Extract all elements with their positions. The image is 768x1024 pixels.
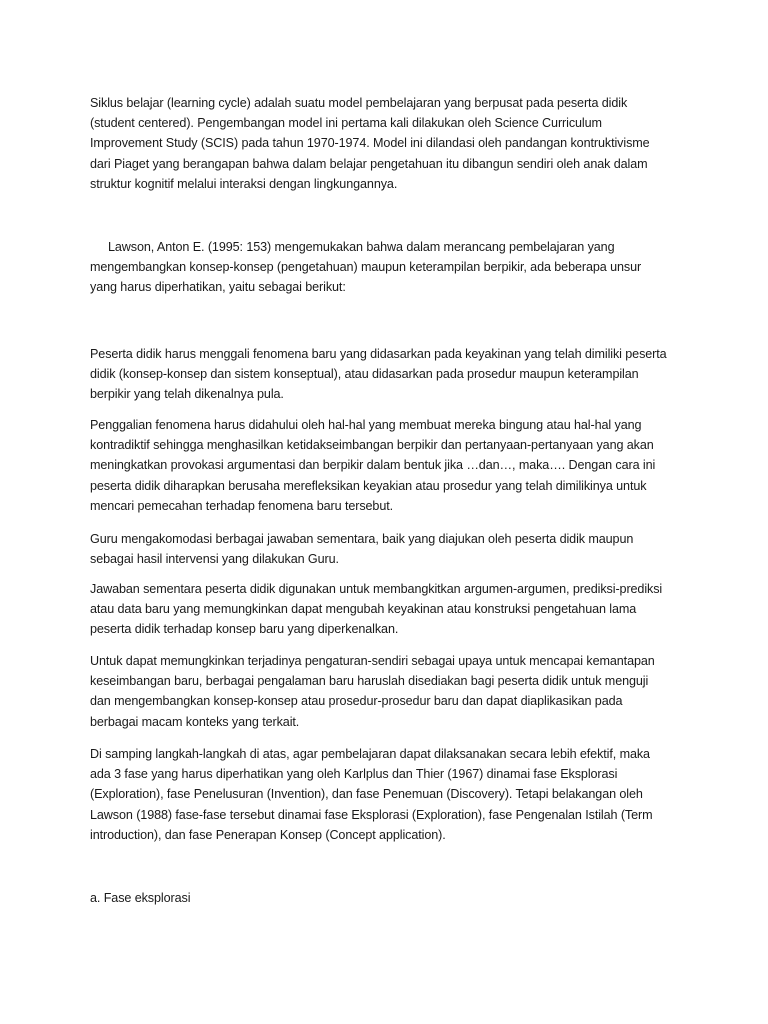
text-line: kontradiktif sehingga menghasilkan ketidakseimbangan berpikir dan pertanyaan-pertanyaan yang akan (90, 438, 654, 453)
text-line: peserta didik diharapkan berusaha merefleksikan keyakian atau prosedur yang telah dimilikinya untuk (90, 478, 647, 493)
text-line: keseimbangan baru, berbagai pengalaman baru haruslah disediakan bagi peserta didik untuk menguji (90, 674, 649, 689)
text-line: Peserta didik harus menggali fenomena baru yang didasarkan pada keyakinan yang telah dimiliki peserta (90, 347, 667, 361)
paragraph-unsur-1 (90, 344, 690, 405)
text-line: didik (konsep-konsep dan sistem konseptual), atau didasarkan pada prosedur maupun keterampilan (90, 367, 639, 382)
paragraph-unsur-5 (90, 651, 690, 732)
text-line: Guru mengakomodasi berbagai jawaban sementara, baik yang diajukan oleh peserta didik maupun (90, 532, 634, 546)
text-line: Lawson (1988) fase-fase tersebut dinamai fase Eksplorasi (Exploration), fase Pengenalan Istilah (Term (90, 807, 653, 822)
section-heading-fase-eksplorasi (90, 888, 690, 908)
text-line: atau data baru yang memungkinkan dapat mengubah keyakinan atau konstruksi pengetahuan lama (90, 602, 637, 617)
paragraph-unsur-3 (90, 529, 690, 569)
text-line: Jawaban sementara peserta didik digunakan untuk membangkitkan argumen-argumen, prediksi-prediksi (90, 582, 663, 596)
text-line: berbagai macam konteks yang terkait. (90, 714, 300, 729)
text-line: berpikir yang telah dikenalnya pula. (90, 387, 284, 402)
text-line: a. Fase eksplorasi (90, 891, 191, 905)
paragraph-lawson-intro (90, 237, 690, 298)
text-line: mengembangkan konsep-konsep (pengetahuan) maupun keterampilan berpikir, ada beberapa unsur (90, 260, 642, 275)
text-line: Penggalian fenomena harus didahului oleh hal-hal yang membuat mereka bingung atau hal-hal yang (90, 418, 642, 432)
text-line: Improvement Study (SCIS) pada tahun 1970-1974. Model ini dilandasi oleh pandangan kontruktivisme (90, 136, 650, 151)
text-line: Di samping langkah-langkah di atas, agar pembelajaran dapat dilaksanakan secara lebih efektif, maka (90, 747, 650, 761)
text-line: (Exploration), fase Penelusuran (Invention), dan fase Penemuan (Discovery). Tetapi belakangan oleh (90, 787, 643, 802)
text-line: yang harus diperhatikan, yaitu sebagai berikut: (90, 280, 346, 295)
text-line: dan mengembangkan konsep-konsep atau prosedur-prosedur baru dan dapat diaplikasikan pada (90, 694, 623, 709)
text-line: meningkatkan provokasi argumentasi dan berpikir dalam bentuk jika …dan…, maka…. Dengan cara ini (90, 458, 656, 473)
paragraph-unsur-2 (90, 415, 690, 516)
text-line: ada 3 fase yang harus diperhatikan yang oleh Karlplus dan Thier (1967) dinamai fase Eksplorasi (90, 767, 618, 782)
text-line: dari Piaget yang berangapan bahwa dalam belajar pengetahuan itu dibangun sendiri oleh anak dalam (90, 156, 648, 171)
text-line: mencari pemecahan terhadap fenomena baru tersebut. (90, 498, 394, 513)
text-line: Siklus belajar (learning cycle) adalah suatu model pembelajaran yang berpusat pada peserta didik (90, 96, 628, 110)
text-line: struktur kognitif melalui interaksi dengan lingkungannya. (90, 176, 398, 191)
text-line: peserta didik terhadap konsep baru yang diperkenalkan. (90, 622, 399, 637)
paragraph-unsur-4 (90, 579, 690, 640)
paragraph-learning-cycle (90, 93, 690, 194)
paragraph-fase (90, 744, 690, 845)
text-line: Untuk dapat memungkinkan terjadinya pengaturan-sendiri sebagai upaya untuk mencapai kemantapan (90, 654, 655, 668)
text-line: sebagai hasil intervensi yang dilakukan Guru. (90, 552, 339, 567)
text-line: (student centered). Pengembangan model ini pertama kali dilakukan oleh Science Curriculum (90, 116, 602, 131)
text-line: introduction), dan fase Penerapan Konsep (Concept application). (90, 827, 446, 842)
text-line: Lawson, Anton E. (1995: 153) mengemukakan bahwa dalam merancang pembelajaran yang (108, 240, 615, 254)
